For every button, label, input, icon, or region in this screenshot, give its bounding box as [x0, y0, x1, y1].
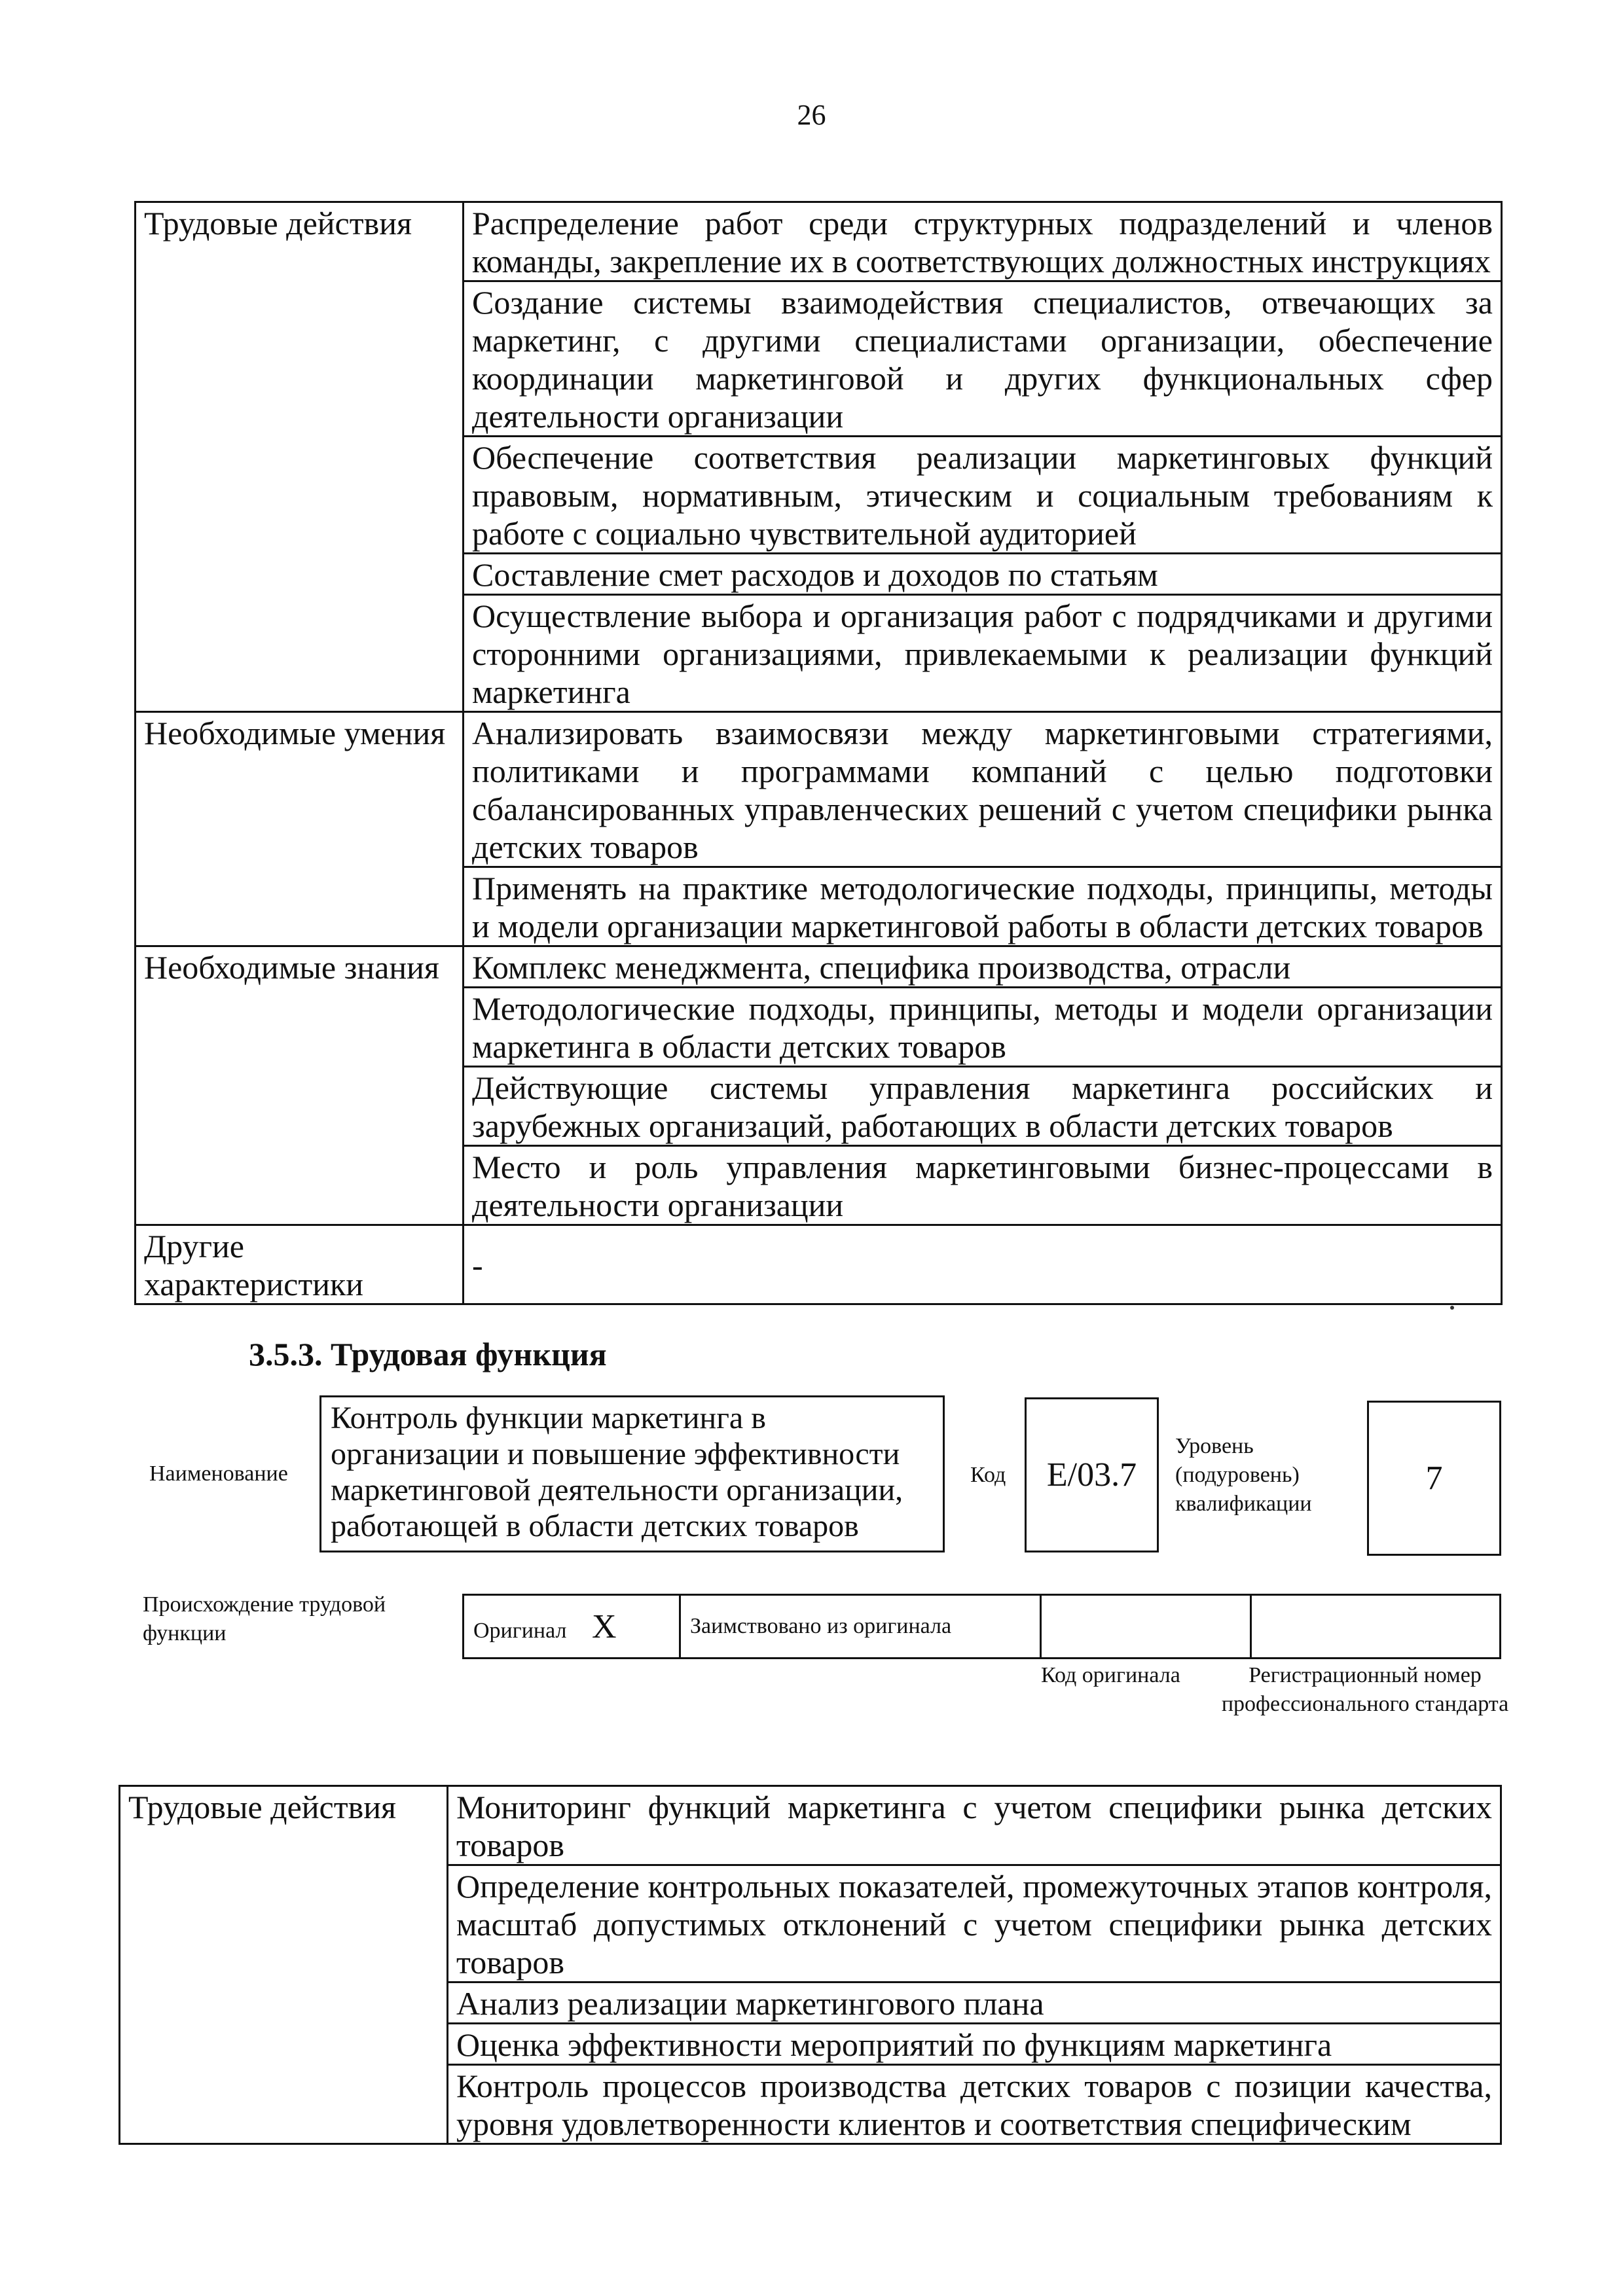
section-label-labor-actions: Трудовые действия: [136, 202, 464, 712]
table-cell: Методологические подходы, принципы, методы и модели организации маркетинга в области детских товаров: [464, 988, 1502, 1067]
original-mark: X: [591, 1607, 617, 1645]
table-cell: Определение контрольных показателей, промежуточных этапов контроля, масштаб допустимых отклонений с учетом специфики рынка детских товаров: [448, 1865, 1501, 1982]
scan-speck: [1450, 1306, 1454, 1310]
table-cell: Составление смет расходов и доходов по статьям: [464, 554, 1502, 595]
table-cell: Контроль процессов производства детских товаров с позиции качества, уровня удовлетворенности клиентов и соответствия специфическим: [448, 2065, 1501, 2144]
section-label-required-skills: Необходимые умения: [136, 712, 464, 946]
reg-number-cell: [1251, 1595, 1501, 1659]
section-heading: 3.5.3. Трудовая функция: [249, 1336, 607, 1372]
qualification-level-label: Уровень (подуровень) квалификации: [1175, 1434, 1312, 1516]
origin-label: Происхождение трудовой функции: [143, 1592, 386, 1645]
table-cell: Анализ реализации маркетингового плана: [448, 1982, 1501, 2024]
labor-function-table-2: [119, 1785, 1502, 2145]
original-label: Оригинал: [473, 1618, 567, 1643]
function-name-value: Контроль функции маркетинга в организации и повышение эффективности маркетинговой деятельности организации, работающей в области детских товаров: [319, 1395, 945, 1552]
table-cell: Мониторинг функций маркетинга с учетом специфики рынка детских товаров: [448, 1786, 1501, 1865]
borrowed-label: Заимствовано из оригинала: [680, 1595, 1041, 1659]
table-row: [120, 1786, 1501, 1865]
table-row: [136, 712, 1502, 867]
table-row: [136, 202, 1502, 281]
code-original-caption: Код оригинала: [1041, 1663, 1180, 1687]
table-cell: Оценка эффективности мероприятий по функциям маркетинга: [448, 2024, 1501, 2065]
table-cell: Обеспечение соответствия реализации маркетинговых функций правовым, нормативным, этическим и социальным требованиям к работе с социально чувствительной аудиторией: [464, 437, 1502, 554]
section-label-other-characteristics: Другие характеристики: [136, 1225, 464, 1304]
table-cell: -: [464, 1225, 1502, 1304]
table-cell: Распределение работ среди структурных подразделений и членов команды, закрепление их в соответствующих должностных инструкциях: [464, 202, 1502, 281]
table-row: [136, 946, 1502, 988]
table-cell: Осуществление выбора и организация работ с подрядчиками и другими сторонними организациями, привлекаемыми к реализации функций маркетинга: [464, 595, 1502, 712]
name-label: Наименование: [149, 1462, 288, 1486]
table-row: [136, 1225, 1502, 1304]
section-label-required-knowledge: Необходимые знания: [136, 946, 464, 1225]
function-code-value: E/03.7: [1025, 1397, 1159, 1552]
reg-number-caption: Регистрационный номер профессионального стандарта: [1221, 1663, 1509, 1716]
qualification-level-value: 7: [1367, 1401, 1501, 1556]
table-cell: Место и роль управления маркетинговыми бизнес-процессами в деятельности организации: [464, 1146, 1502, 1225]
table-cell: Создание системы взаимодействия специалистов, отвечающих за маркетинг, с другими специалистами организации, обеспечение координации маркетинговой и других функциональных сфер деятельности организации: [464, 281, 1502, 437]
origin-original-cell: [464, 1595, 680, 1659]
labor-function-table-1: [134, 201, 1503, 1305]
page-number: 26: [797, 99, 826, 131]
code-original-cell: [1041, 1595, 1251, 1659]
table-cell: Применять на практике методологические подходы, принципы, методы и модели организации маркетинговой работы в области детских товаров: [464, 867, 1502, 946]
table-cell: Анализировать взаимосвязи между маркетинговыми стратегиями, политиками и программами компаний с целью подготовки сбалансированных управленческих решений с учетом специфики рынка детских товаров: [464, 712, 1502, 867]
section-label-labor-actions: Трудовые действия: [120, 1786, 448, 2144]
code-label: Код: [970, 1463, 1006, 1487]
table-row: [464, 1595, 1501, 1659]
table-cell: Комплекс менеджмента, специфика производства, отрасли: [464, 946, 1502, 988]
origin-table: [462, 1594, 1501, 1659]
table-cell: Действующие системы управления маркетинга российских и зарубежных организаций, работающих в области детских товаров: [464, 1067, 1502, 1146]
